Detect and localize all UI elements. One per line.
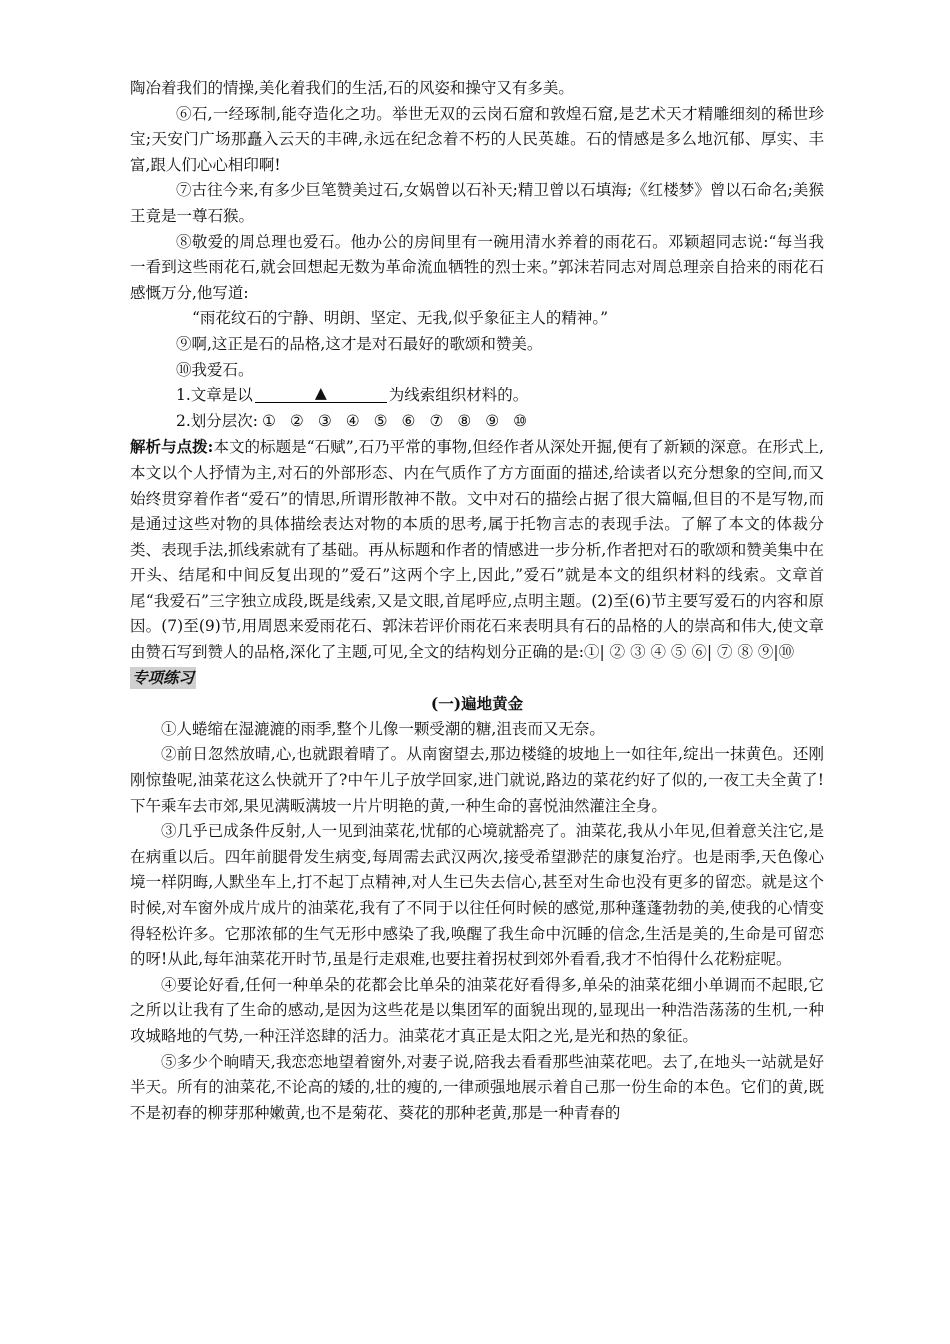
section-number: ③: [317, 411, 332, 430]
paragraph-8: ⑧敬爱的周总理也爱石。他办公的房间里有一碗用清水养着的雨花石。邓颖超同志说:“每当我一看到这些雨花石,就会回想起无数为革命流血牺牲的烈士来。”郭沫若同志对周总理亲自拾来的雨花石感慨万分,他写道:: [130, 232, 824, 302]
section-number: ⑤: [373, 411, 388, 430]
question-2-prefix: 2.划分层次:: [176, 411, 259, 430]
section-number: ⑩: [513, 411, 528, 430]
passage-paragraph-5: ⑤多少个晌晴天,我恋恋地望着窗外,对妻子说,陪我去看看那些油菜花吧。去了,在地头一站就是好半天。所有的油菜花,不论高的矮的,壮的瘦的,一律顽强地展示着自己那一份生命的本色。它们的黄,既不是初春的柳芽那种嫩黄,也不是菊花、葵花的那种老黄,那是一种青春的: [130, 1052, 824, 1122]
question-2: [130, 409, 824, 435]
passage-paragraph-2: ②前日忽然放晴,心,也就跟着晴了。从南窗望去,那边楼缝的坡地上一如往年,绽出一抹黄色。还刚刚惊蛰呢,油菜花这么快就开了?中午儿子放学回家,进门就说,路边的菜花约好了似的,一夜工夫全黄了!下午乘车去市郊,果见满畈满坡一片片明艳的黄,一种生命的喜悦油然灌注全身。: [130, 745, 824, 815]
passage-paragraph-3: ③几乎已成条件反射,人一见到油菜花,忧郁的心境就豁亮了。油菜花,我从小年见,但着意关注它,是在病重以后。四年前腿骨发生病变,每周需去武汉两次,接受希望渺茫的康复治疗。也是雨季,天色像心境一样阴晦,人默坐车上,打不起丁点精神,对人生已失去信心,甚至对生命也没有更多的留恋。就是这个时候,对车窗外成片成片的油菜花,我有了不同于以往任何时候的感觉,那种蓬蓬勃勃的美,使我的心情变得轻松许多。它那浓郁的生气无形中感染了我,唤醒了我生命中沉睡的信念,生活是美的,生命是可留恋的呀!从此,每年油菜花开时节,虽是行走艰难,也要拄着拐杖到郊外看看,我才不怕得什么花粉症呢。: [130, 822, 824, 969]
document-page: [130, 76, 824, 1126]
paragraph-6: ⑥石,一经琢制,能夺造化之功。举世无双的云岗石窟和敦煌石窟,是艺术天才精雕细刻的稀世珍宝;天安门广场那矗入云天的丰碑,永远在纪念着不朽的人民英雄。石的情感是多么地沉郁、厚实、丰富,跟人们心心相印啊!: [130, 104, 824, 174]
section-label-row: [130, 666, 824, 692]
section-number: ②: [289, 411, 304, 430]
paragraph-top: 陶冶着我们的情操,美化着我们的生活,石的风姿和操守又有多美。: [130, 79, 574, 97]
triangle-icon: ▲: [314, 384, 327, 403]
paragraph-10: ⑩我爱石。: [176, 360, 254, 379]
section-number: ⑧: [457, 411, 472, 430]
section-number: ⑨: [485, 411, 500, 430]
quote-yuhua-stone: “雨花纹石的宁静、明朗、坚定、无我,似乎象征主人的精神。”: [192, 309, 609, 328]
analysis-label: 解析与点拨:: [130, 437, 214, 457]
section-number: ⑦: [429, 411, 444, 430]
answer-blank[interactable]: [255, 384, 387, 403]
analysis-paragraph: [130, 434, 824, 665]
paragraph-9: ⑨啊,这正是石的品格,这才是对石最好的歌颂和赞美。: [176, 334, 543, 353]
question-1-suffix: 为线索组织材料的。: [388, 386, 529, 405]
question-1-prefix: 1.文章是以: [176, 386, 253, 405]
question-1: [130, 383, 824, 409]
section-number: ⑥: [401, 411, 416, 430]
section-label: 专项练习: [132, 667, 195, 687]
section-number: ①: [262, 411, 276, 430]
paragraph-7: ⑦古往今来,有多少巨笔赞美过石,女娲曾以石补天;精卫曾以石填海;《红楼梦》曾以石命名;美猴王竟是一尊石猴。: [130, 181, 824, 225]
analysis-body: 本文的标题是“石赋”,石乃平常的事物,但经作者从深处开掘,便有了新颖的深意。在形式上,本文以个人抒情为主,对石的外部形态、内在气质作了方方面面的描述,给读者以充分想象的空间,而又始终贯穿着作者“爱石”的情思,所谓形散神不散。文中对石的描绘占据了很大篇幅,但目的不是写物,而是通过这些对物的具体描绘表达对物的本质的思考,属于托物言志的表现手法。了解了本文的体裁分类、表现手法,抓线索就有了基础。再从标题和作者的情感进一步分析,作者把对石的歌颂和赞美集中在开头、结尾和中间反复出现的”爱石”这两个字上,因此,”爱石”就是本文的组织材料的线索。文章首尾“我爱石”三字独立成段,既是线索,又是文眼,首尾呼应,点明主题。(2)至(6)节主要写爱石的内容和原因。(7)至(9)节,用周恩来爱雨花石、郭沫若评价雨花石来表明具有石的品格的人的崇高和伟大,使文章由赞石写到赞人的品格,深化了主题,可见,全文的结构划分正确的是:①| ② ③ ④ ⑤ ⑥| ⑦ ⑧ ⑨|⑩: [130, 438, 824, 662]
passage-paragraph-1: ①人蜷缩在湿漉漉的雨季,整个儿像一颗受潮的糖,沮丧而又无奈。: [161, 719, 605, 738]
passage-paragraph-4: ④要论好看,任何一种单朵的花都会比单朵的油菜花好看得多,单朵的油菜花细小单调而不起眼,它之所以让我有了生命的感动,是因为这些花是以集团军的面貌出现的,显现出一种浩浩荡荡的生机,一种攻城略地的气势,一种汪洋恣肆的活力。油菜花才真正是太阳之光,是光和热的象征。: [130, 975, 824, 1045]
section-number: ④: [345, 411, 360, 430]
passage-title: (一)遍地黄金: [430, 694, 524, 714]
